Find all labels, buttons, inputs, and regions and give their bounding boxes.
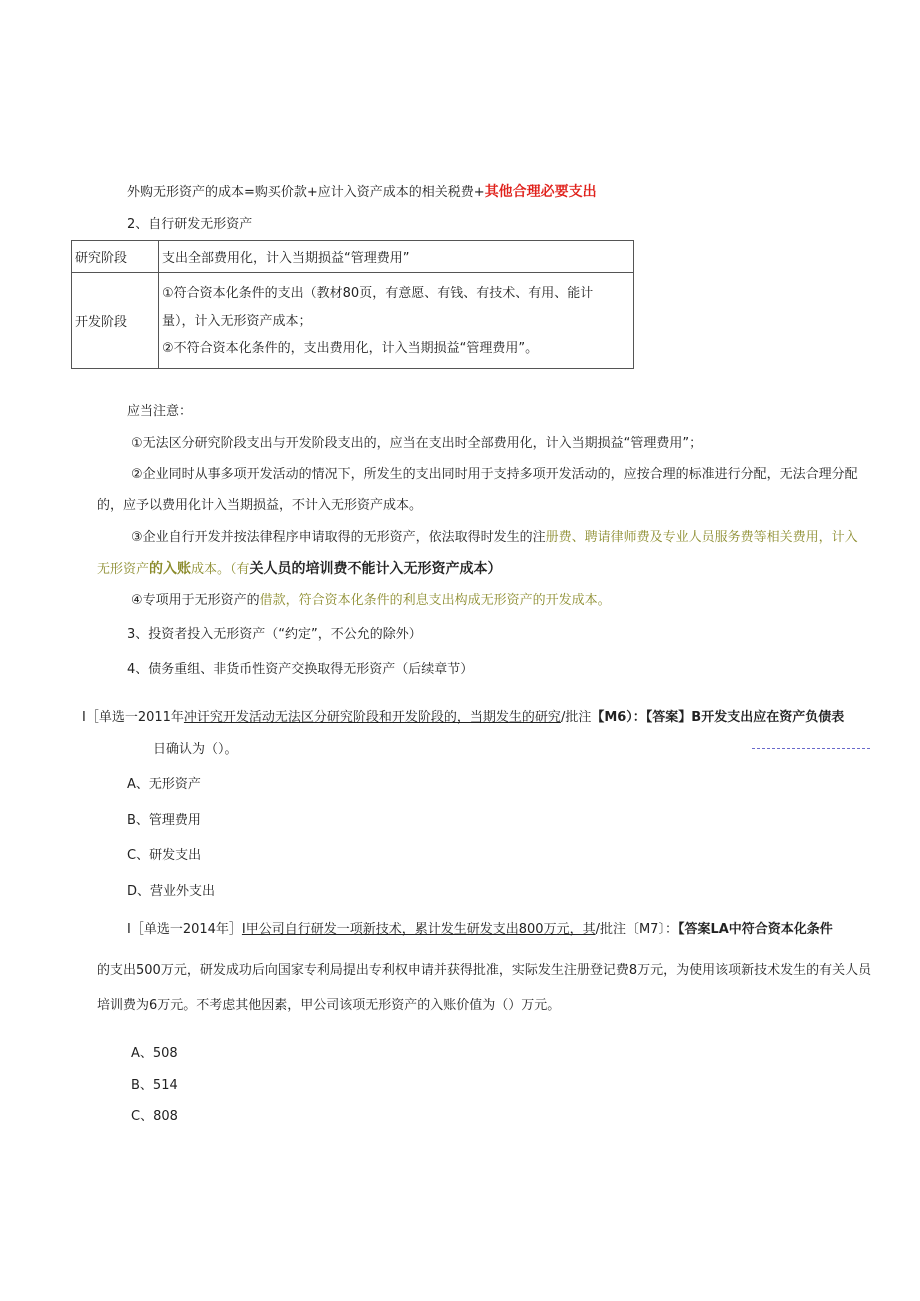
q1-option: C、研发支出 <box>127 848 202 863</box>
q2-line-1 <box>127 921 833 939</box>
q2-line-3: 培训费为6万元。不考虑其他因素，甲公司该项无形资产的入账价值为（）万元。 <box>97 998 561 1013</box>
desc-line: 量），计入无形资产成本； <box>162 313 312 329</box>
q2-annotation: 【答案LA中符合资本化条件 <box>677 922 833 937</box>
q1-annotation: 【M6）：【答案】B开发支出应在资产负债表 <box>591 710 845 725</box>
annotation-connector <box>752 748 870 749</box>
note-highlight: 册费、聘请律师费及专业人员服务费等相关费用，计入 <box>545 530 858 545</box>
note-item-1: ①无法区分研究阶段支出与开发阶段支出的，应当在支出时全部费用化，计入当期损益“管理费用”； <box>131 436 703 451</box>
notes-title: 应当注意： <box>127 404 193 419</box>
stage-desc-cell: 支出全部费用化，计入当期损益“管理费用” <box>159 241 634 273</box>
q1-option: A、无形资产 <box>127 777 201 792</box>
note-item-3-line-1 <box>131 529 858 547</box>
note-highlight: 借款，符合资本化条件的利息支出构成无形资产的开发成本。 <box>259 593 611 608</box>
note-highlight: 无形资产 <box>97 562 150 577</box>
q1-mid: /批注 <box>560 710 592 725</box>
q1-option: D、营业外支出 <box>127 884 216 899</box>
formula-text: 外购无形资产的成本=购买价款+应计入资产成本的相关税费+ <box>127 185 485 200</box>
q2-line-2: 的支出500万元，研发成功后向国家专利局提出专利权申请并获得批准，实际发生注册登记费8万元，为使用该项新技术发生的有关人员 <box>97 963 872 978</box>
q1-option: B、管理费用 <box>127 813 201 828</box>
q1-line-1 <box>82 709 844 727</box>
note-item-2-line-2: 的，应予以费用化计入当期损益，不计入无形资产成本。 <box>97 498 423 513</box>
section-2-title: 2、自行研发无形资产 <box>127 217 253 232</box>
note-text: ③企业自行开发并按法律程序申请取得的无形资产，依法取得时发生的注 <box>131 530 546 545</box>
table-row <box>72 241 634 273</box>
q2-underlined: I甲公司自行研发一项新技术，累计发生研发支出800万元，其 <box>241 922 596 937</box>
formula-highlight: 其他合理必要支出 <box>484 184 597 200</box>
note-item-2-line-1: ②企业同时从事多项开发活动的情况下，所发生的支出同时用于支持多项开发活动的，应按合理的标准进行分配，无法合理分配 <box>131 467 858 482</box>
rd-stage-table <box>71 240 634 369</box>
q1-line-2: 日确认为（）。 <box>153 742 238 757</box>
desc-line: ②不符合资本化条件的，支出费用化，计入当期损益“管理费用”。 <box>162 340 539 356</box>
q2-option: A、508 <box>131 1046 178 1061</box>
note-bold: 关人员的培训费不能计入无形资产成本） <box>249 561 502 577</box>
note-item-4 <box>131 592 611 610</box>
stage-cell: 开发阶段 <box>72 273 159 369</box>
q1-prefix: I［单选一2011年 <box>82 710 184 725</box>
section-3: 3、投资者投入无形资产（“约定”，不公允的除外） <box>127 627 422 642</box>
table-row <box>72 273 634 369</box>
stage-cell: 研究阶段 <box>72 241 159 273</box>
q2-mid: /批注〔M7〕： <box>595 922 678 937</box>
note-highlight: 成本。（有 <box>191 562 250 577</box>
q2-prefix: I［单选一2014年］ <box>127 922 242 937</box>
desc-line: ①符合资本化条件的支出（教材80页，有意愿、有钱、有技术、有用、能计 <box>162 285 594 301</box>
section-4: 4、债务重组、非货币性资产交换取得无形资产（后续章节） <box>127 662 474 677</box>
note-item-3-line-2 <box>97 560 502 579</box>
q1-underlined: 冲讦究开发活动无法区分研究阶段和开发阶段的，当期发生的研究 <box>183 710 561 725</box>
note-text: ④专项用于无形资产的 <box>131 593 260 608</box>
formula-line <box>127 183 597 202</box>
q2-option: B、514 <box>131 1078 178 1093</box>
stage-desc-cell <box>159 273 634 369</box>
note-highlight-bold: 的入账 <box>149 561 192 577</box>
q2-option: C、808 <box>131 1109 178 1124</box>
